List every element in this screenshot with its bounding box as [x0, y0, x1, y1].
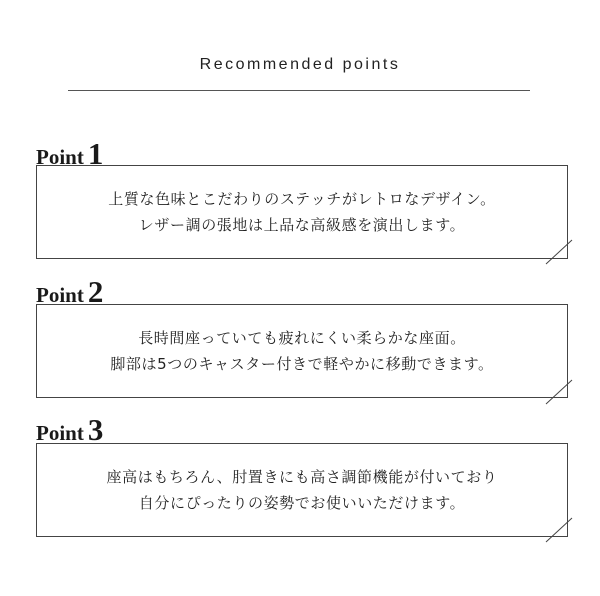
- point-number: 3: [87, 412, 104, 447]
- corner-slash-decoration: [544, 238, 574, 266]
- point-text-line: 座高はもちろん、肘置きにも高さ調節機能が付いており: [106, 468, 498, 486]
- point-label: Point: [36, 145, 84, 169]
- corner-slash-decoration: [544, 516, 574, 544]
- corner-slash-decoration: [544, 378, 574, 406]
- point-text-line: 脚部は5つのキャスター付きで軽やかに移動できます。: [110, 355, 494, 373]
- point-description-box-3: [36, 443, 568, 537]
- title-divider: [68, 90, 530, 91]
- point-description-box-1: [36, 165, 568, 259]
- point-text-line: 上質な色味とこだわりのステッチがレトロなデザイン。: [108, 190, 496, 208]
- point-number: 2: [87, 274, 104, 309]
- point-text-line: 長時間座っていても疲れにくい柔らかな座面。: [138, 329, 466, 347]
- point-description-box-2: [36, 304, 568, 398]
- point-label: Point: [36, 283, 84, 307]
- point-text-line: レザー調の張地は上品な高級感を演出します。: [138, 216, 466, 234]
- point-label: Point: [36, 421, 84, 445]
- point-text-line: 自分にぴったりの姿勢でお使いいただけます。: [138, 494, 466, 512]
- point-number: 1: [87, 136, 104, 171]
- section-title: Recommended points: [199, 56, 401, 73]
